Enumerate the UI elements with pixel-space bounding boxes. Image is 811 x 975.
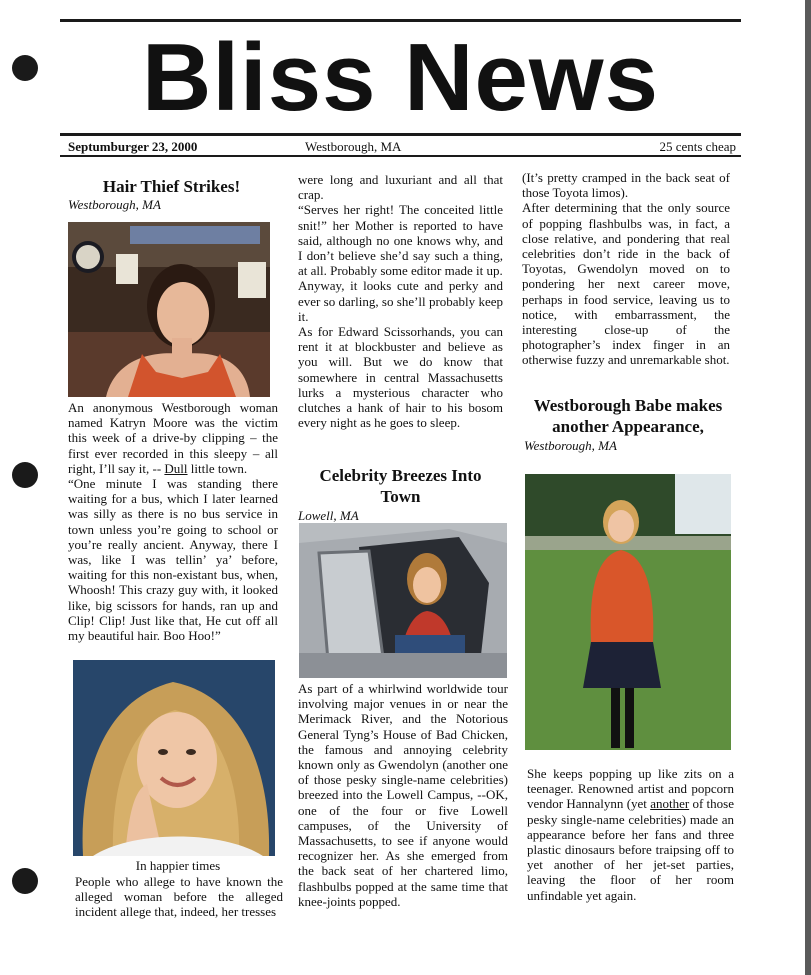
dateline-bottom-rule	[60, 155, 741, 157]
paragraph: People who allege to have known the alleged woman before the alleged incident allege that, indeed, her tresses	[75, 874, 283, 920]
masthead-title: Bliss News	[142, 24, 659, 131]
paragraph: “One minute I was standing there waiting for a bus, which I later learned was silly as there is no bus service in town unless you’re going to school or you’re really ancient. Anyway, there I was, like I was tellin’ ya’ before, waiting for this non-existant bus, when, Whoosh! This crazy guy with, it looked like, big scissors for hands, ran up and Clip! Clip! Just like that, He cut off all my beautiful hair. Boo Hoo!”	[68, 476, 278, 644]
article-hair-thief-continued	[298, 172, 503, 430]
text: of those pesky single-name celebrities) made an appearance before her fans and three plastic dinosaurs before traipsing off to yet another of her jet-set parties, leaving the floor of her room unfindable yet again.	[527, 796, 734, 903]
paragraph: After determining that the only source of popping flashbulbs was, in fact, a close relative, and pondering that real celebrities don’t ride in the back of Toyotas, Gwendolyn moved on to pondering her next career move, perhaps in food service, leaving us to notice, with embarrassment, the interesting close-up of the photographer’s index finger in an otherwise fuzzy and unremarkable shot.	[522, 200, 730, 368]
paragraph	[527, 766, 734, 903]
headline-celebrity: Celebrity Breezes Into Town	[319, 466, 482, 506]
issue-place: Westborough, MA	[305, 139, 402, 154]
photo-happier-times-image	[73, 660, 275, 856]
issue-price: 25 cents cheap	[659, 139, 736, 154]
article-babe-header	[524, 395, 732, 453]
photo-katryn-moore	[68, 222, 270, 397]
binder-hole-middle	[12, 462, 38, 488]
text: An anonymous Westborough woman named Katryn Moore was the victim this week of a drive-by clipping – the first ever recorded in this sleepy – all right, I’ll say it, --	[68, 400, 278, 476]
article-hair-thief-body-end	[75, 874, 283, 920]
binder-hole-top	[12, 55, 38, 81]
underlined-text: Dull	[164, 460, 188, 476]
headline-hair-thief: Hair Thief Strikes!	[102, 177, 241, 196]
binder-hole-bottom	[12, 868, 38, 894]
photo-katryn-moore-image	[68, 222, 270, 397]
location-hair-thief: Westborough, MA	[68, 197, 161, 212]
paragraph	[68, 400, 278, 476]
photo-celebrity-limo-image	[299, 523, 507, 678]
location-westborough-babe: Westborough, MA	[524, 438, 617, 453]
issue-date: Septumburger 23, 2000	[68, 139, 198, 154]
article-babe-body	[527, 766, 734, 903]
masthead-top-rule	[60, 19, 741, 22]
location-celebrity: Lowell, MA	[298, 508, 359, 523]
photo-hannalynn-image	[525, 474, 731, 750]
text: little town.	[187, 460, 248, 476]
photo-celebrity-limo	[299, 523, 507, 678]
paragraph: were long and luxuriant and all that crap.	[298, 172, 503, 203]
photo-caption: In happier times	[135, 858, 221, 873]
photo-happier-times	[73, 660, 275, 856]
article-hair-thief-header	[68, 176, 275, 212]
headline-westborough-babe: Westborough Babe makes another Appearance,	[533, 396, 723, 436]
photo-hannalynn	[525, 474, 731, 750]
paragraph: “Serves her right! The conceited little snit!” her Mother is reported to have said, although no one knows why, and I don’t believe she’d say such a thing, at all. Probably some editor made it up.	[298, 202, 503, 279]
article-celebrity-continued	[522, 170, 730, 368]
paragraph: As part of a whirlwind worldwide tour involving major venues in or near the Merimack River, and the Notorious General Tyng’s House of Bad Chicken, the famous and annoying celebrity known only as Gwendolyn (another one of those pesky single-name celebrities) breezed into the Lowell Campus, --OK, one of the four or five Lowell campuses, of the University of Massachusetts, to see if anyone would recognizer her. As she emerged from the back seat of her chartered limo, flashbulbs popped at the same time that knee-joints popped.	[298, 681, 508, 909]
paragraph: Anyway, it looks cute and perky and ever so darling, so she’ll probably keep it.	[298, 278, 503, 324]
underlined-text: another	[650, 796, 690, 812]
article-hair-thief-body	[68, 400, 278, 643]
article-celebrity-body	[298, 681, 508, 909]
paragraph: (It’s pretty cramped in the back seat of those Toyota limos).	[522, 170, 730, 201]
text: She keeps popping up like zits on a teenager. Renowned artist and popcorn vendor Hannalynn (yet	[527, 766, 734, 812]
dateline-top-rule	[60, 133, 741, 136]
page-edge	[805, 0, 811, 975]
article-celebrity-header	[298, 465, 503, 523]
paragraph: As for Edward Scissorhands, you can rent it at blockbuster and believe as you will. But we do know that somewhere in central Massachusetts lurks a mysterious character who clutches a hank of hair to his bosom every night as he goes to sleep.	[298, 324, 503, 431]
